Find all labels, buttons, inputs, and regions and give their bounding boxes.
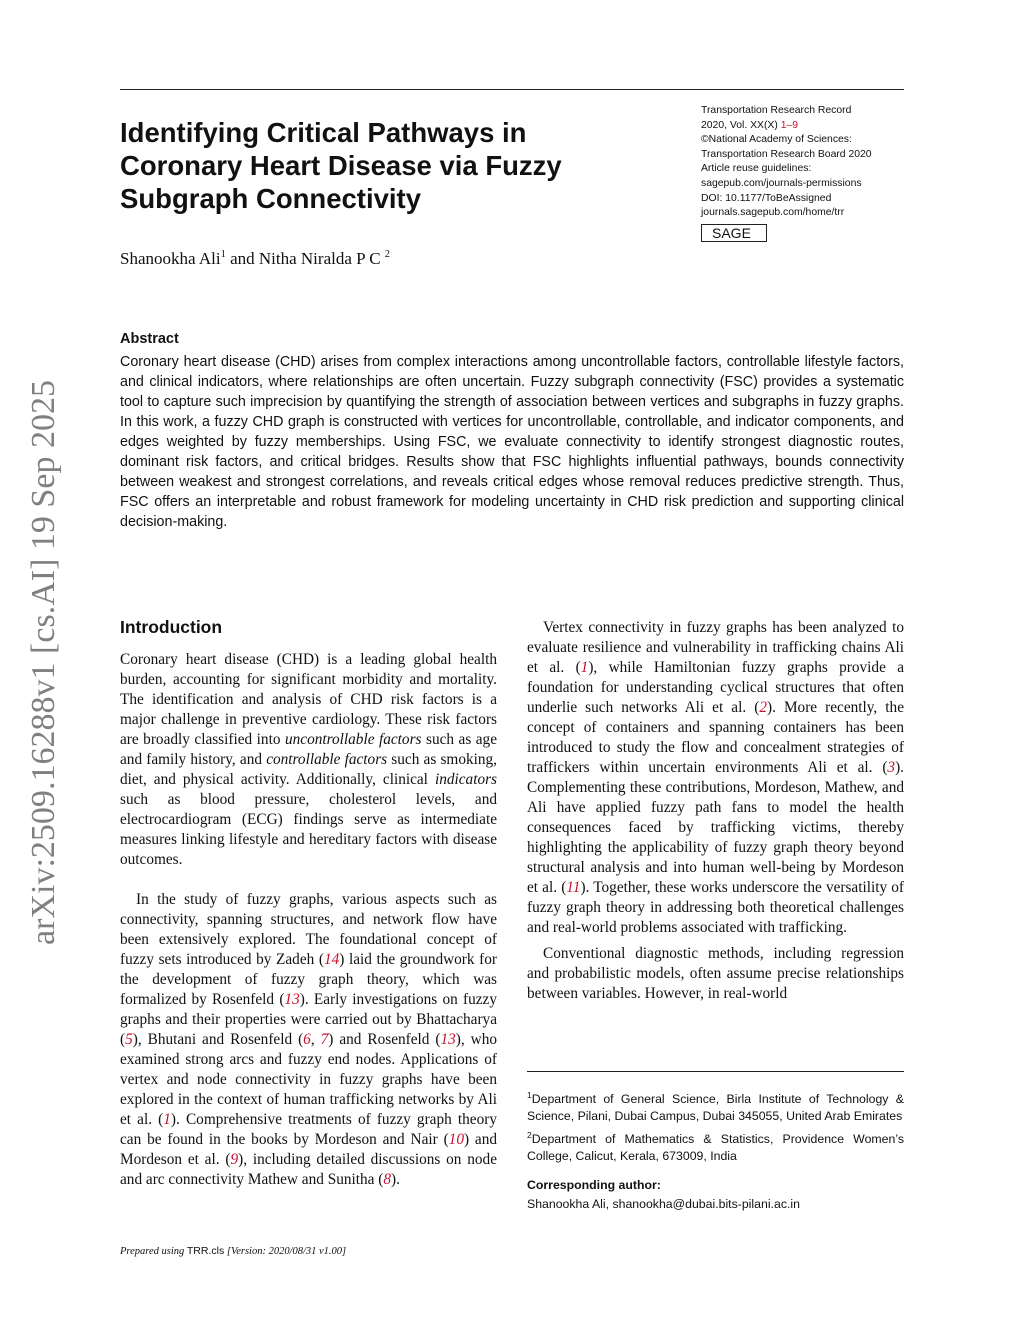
footnote-rule [527, 1071, 904, 1072]
citation-link[interactable]: 9 [230, 1151, 239, 1168]
citation-link[interactable]: 2 [759, 699, 767, 716]
citation-link[interactable]: 13 [284, 991, 300, 1008]
introduction-heading: Introduction [120, 617, 223, 637]
author-name: Shanookha Ali [120, 249, 221, 268]
journal-copyright: ©National Academy of Sciences: [701, 134, 852, 146]
citation-link[interactable]: 6 [303, 1031, 311, 1048]
citation-link[interactable]: 14 [323, 951, 340, 968]
author-name: Nitha Niralda P C [258, 249, 385, 268]
journal-reuse: Article reuse guidelines: [701, 163, 812, 175]
publisher-logo: SAGE [701, 224, 767, 242]
arxiv-stamp-text: arXiv:2509.16288v1 [cs.AI] 19 Sep 2025 [25, 380, 62, 945]
journal-info [701, 104, 906, 243]
citation-link[interactable]: 1 [163, 1111, 171, 1128]
citation-link[interactable]: 1 [580, 659, 589, 676]
prepared-using-footer: Prepared using TRR.cls [Version: 2020/08/31 v1.00] [120, 1245, 347, 1257]
affiliation-footnote: $^2$Department of Mathematics & Statistics, Providence Women’s College, Calicut, Kerala, 673009, India [527, 1130, 904, 1163]
journal-pages[interactable]: 1–9 [780, 119, 799, 131]
corresponding-author: Shanookha Ali, shanookha@dubai.bits-pilani.ac.in [527, 1197, 800, 1211]
citation-link[interactable]: 3 [887, 759, 896, 776]
affiliation-footnote: $^1$Department of General Science, Birla Institute of Technology & Science, Pilani, Dubai Campus, Dubai 345055, United Arab Emirates [527, 1090, 904, 1123]
abstract-heading: Abstract [120, 331, 179, 347]
journal-home-link[interactable]: journals.sagepub.com/home/trr [701, 207, 845, 219]
citation-link[interactable]: 5 [125, 1031, 133, 1048]
paragraph: In the study of fuzzy graphs, various aspects such as connectivity, spanning structures, and network flow have been extensively explored. The foundational concept of fuzzy sets introduced by Zadeh (14) laid the groundwork for the development of fuzzy graph theory, which was formalized by Rosenfeld (13). Early investigations on fuzzy graphs and their properties were carried out by Bhattacharya (5), Bhutani and Rosenfeld (6, 7) and Rosenfeld (13), who examined strong arcs and fuzzy end nodes. Applications of vertex and node connectivity in fuzzy graphs have been explored in the context of human trafficking networks by Ali et al. (1). Comprehensive treatments of fuzzy graph theory can be found in the books by Mordeson and Nair (10) and Mordeson et al. (9), including detailed discussions on node and arc connectivity Mathew and Sunitha (8). [120, 891, 497, 1188]
citation-link[interactable]: 8 [383, 1171, 392, 1188]
left-column [120, 650, 497, 1190]
abstract-text: Coronary heart disease (CHD) arises from complex interactions among uncontrollable factors, controllable lifestyle factors, and clinical indicators, where relationships are often uncertain. Fuzzy subgraph connectivity (FSC) provides a systematic tool to capture such imprecision by quantifying the strength of association between vertices and subgraphs in fuzzy graphs. In this work, a fuzzy CHD graph is constructed with vertices for uncontrollable, controllable, and indicator components, and edges weighted by fuzzy memberships. Using FSC, we evaluate connectivity to identify strongest diagnostic routes, dominant risk factors, and critical bridges. Results show that FSC highlights influential pathways, bounds connectivity between weakest and strongest correlations, and reveals critical edges whose removal reduces predictive strength. Thus, FSC offers an interpretable and robust framework for modeling uncertainty in CHD risk prediction and supporting clinical decision-making. [120, 354, 904, 530]
arxiv-stamp [2, 380, 72, 950]
affiliation-marker: 2 [384, 249, 391, 260]
top-rule [120, 89, 904, 90]
journal-volume: 2020, Vol. XX(X) 1–9 [701, 119, 799, 131]
citation-link[interactable]: 7 [320, 1031, 329, 1048]
paragraph: Conventional diagnostic methods, including regression and probabilistic models, often assume precise relationships between variables. However, in real-world [527, 945, 904, 1002]
corresponding-author-heading: Corresponding author: [527, 1178, 661, 1192]
paragraph: Vertex connectivity in fuzzy graphs has been analyzed to evaluate resilience and vulnerability in trafficking chains Ali et al. (1), while Hamiltonian fuzzy graphs provide a foundation for understanding cyclical structures that often underlie such networks Ali et al. (2). More recently, the concept of containers and spanning containers has been introduced to study the flow and concealment strategies of traffickers within uncertain environments Ali et al. (3). Complementing these contributions, Mordeson, Mathew, and Ali have applied fuzzy path fans to model the health consequences faced by trafficking victims, thereby highlighting the applicability of fuzzy graph theory beyond structural analysis and into human well-being by Mordeson et al. (11). Together, these works underscore the versatility of fuzzy graph theory in addressing both theoretical challenges and real-world problems associated with trafficking. [527, 619, 904, 936]
citation-link[interactable]: 11 [566, 879, 581, 896]
journal-permissions-link[interactable]: sagepub.com/journals-permissions [701, 177, 862, 189]
journal-name: Transportation Research Record [701, 105, 852, 116]
paragraph: Coronary heart disease (CHD) is a leading global health burden, accounting for significant morbidity and mortality. The identification and analysis of CHD risk factors is a major challenge in preventive cardiology. These risk factors are broadly classified into uncontrollable factors such as age and family history, and controllable factors such as smoking, diet, and physical activity. Additionally, clinical indicators such as blood pressure, cholesterol levels, and electrocardiogram (ECG) findings serve as intermediate measures linking lifestyle and hereditary factors with disease outcomes. [120, 651, 497, 868]
journal-board: Transportation Research Board 2020 [701, 148, 872, 160]
author-list: Shanookha Ali$^1$ and Nitha Niralda P C $^2$ [120, 249, 391, 268]
right-column [527, 618, 904, 1004]
citation-link[interactable]: 10 [448, 1131, 464, 1148]
paper-title: Identifying Critical Pathways in Coronary Heart Disease via Fuzzy Subgraph Connectivity [120, 117, 562, 214]
affiliation-marker: 1 [220, 249, 226, 260]
citation-link[interactable]: 13 [440, 1031, 456, 1048]
footnotes [527, 1087, 904, 1215]
journal-doi: DOI: 10.1177/ToBeAssigned [701, 192, 832, 204]
